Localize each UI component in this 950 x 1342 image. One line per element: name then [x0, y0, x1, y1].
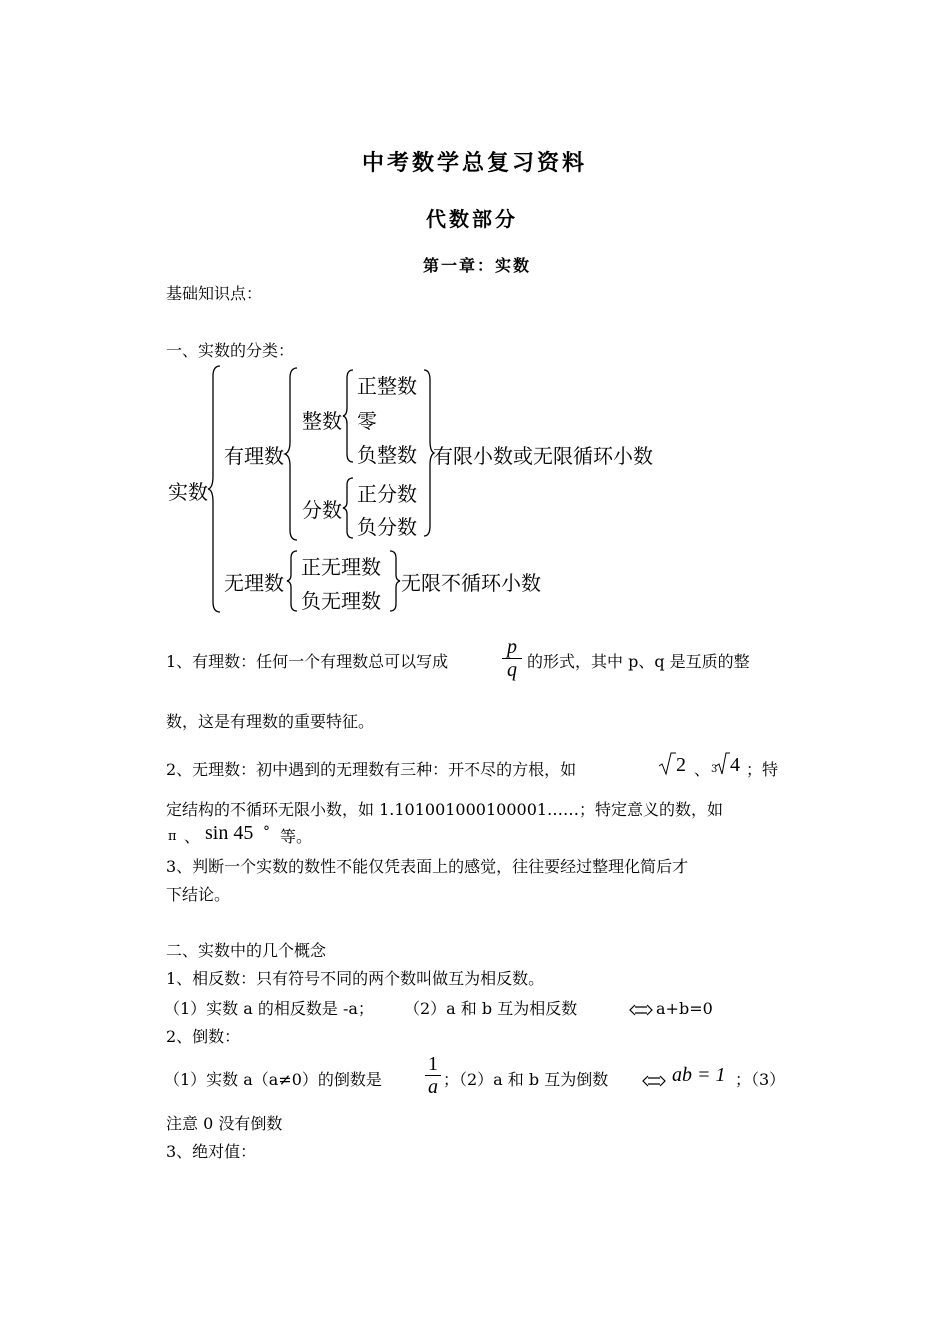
document-title: 中考数学总复习资料: [362, 150, 588, 176]
cube-root-radicand: 4: [730, 754, 740, 776]
tree-positive-irrational: 正无理数: [301, 555, 381, 579]
tree-negative-integer: 负整数: [357, 443, 417, 467]
tree-integer: 整数: [302, 409, 342, 433]
item1-line1-start: 1、有理数：任何一个有理数总可以写成: [166, 652, 449, 671]
tree-positive-fraction: 正分数: [357, 482, 417, 506]
concept1-sub-b: （2）a 和 b 互为相反数: [404, 999, 578, 1018]
item1-line1-end: 的形式，其中 p、q 是互质的整: [527, 652, 750, 671]
degree-symbol: °: [263, 824, 270, 840]
tree-negative-fraction: 负分数: [357, 515, 417, 539]
integer-brace: [343, 368, 355, 464]
section-subtitle: 代数部分: [426, 207, 518, 231]
section2-heading: 二、实数中的几个概念: [166, 941, 327, 960]
iff-arrow-icon: [642, 1074, 666, 1088]
section1-heading: 一、实数的分类：: [166, 341, 295, 360]
fraction-1-over-a: [425, 1053, 441, 1098]
tree-positive-integer: 正整数: [357, 374, 417, 398]
item3-line2: 下结论。: [166, 885, 231, 904]
concept2-sub-b: ；（2）a 和 b 互为倒数: [443, 1070, 609, 1089]
chapter-heading: 第一章：实数: [423, 256, 532, 275]
rational-brace: [285, 366, 299, 542]
fraction-p-over-q: [502, 636, 522, 681]
item2-line3-end: 等。: [280, 827, 313, 846]
fraction-denominator: q: [502, 658, 522, 681]
concept1-definition: 1、相反数：只有符号不同的两个数叫做互为相反数。: [166, 969, 545, 988]
tree-fraction: 分数: [302, 498, 342, 522]
tree-negative-irrational: 负无理数: [301, 589, 381, 613]
concept1-sub-a: （1）实数 a 的相反数是 -a；: [164, 999, 374, 1018]
sqrt-radicand: 2: [676, 754, 686, 776]
tree-irrational: 无理数: [224, 571, 284, 595]
concept3-heading: 3、绝对值：: [166, 1142, 257, 1161]
concept2-sub-c: ；（3）: [735, 1070, 786, 1089]
item1-line2: 数，这是有理数的重要特征。: [166, 712, 375, 731]
item2-line2: 定结构的不循环无限小数，如 1.101001000100001……；特定意义的数，如: [166, 800, 724, 819]
concept2-heading: 2、倒数：: [166, 1027, 241, 1046]
cube-root-index: 3: [711, 764, 718, 775]
irrational-brace: [287, 549, 299, 613]
item2-separator2: 、: [184, 827, 201, 846]
fraction-numerator: 1: [428, 1053, 438, 1075]
pi-symbol: π: [168, 829, 177, 844]
concept1-sub-c: a+b=0: [656, 999, 713, 1018]
sin-expression: sin 45: [205, 822, 254, 844]
fraction-numerator: p: [507, 636, 517, 658]
item2-separator: 、: [694, 760, 711, 779]
tree-irrational-note: 无限不循环小数: [401, 571, 541, 595]
sqrt-symbol-icon: [658, 752, 676, 778]
irrational-closing-brace: [388, 549, 400, 613]
tree-root: 实数: [168, 480, 208, 504]
item2-line1-start: 2、无理数：初中遇到的无理数有三种：开不尽的方根，如: [166, 760, 577, 779]
item2-line1-end: ；特: [746, 760, 779, 779]
iff-arrow-icon: [629, 1003, 653, 1017]
fraction-denominator: a: [425, 1075, 441, 1098]
tree-rational: 有理数: [224, 444, 284, 468]
tree-rational-note: 有限小数或无限循环小数: [433, 444, 653, 468]
concept2-sub-a: （1）实数 a（a≠0）的倒数是: [164, 1070, 382, 1089]
cube-root-symbol-icon: [716, 752, 730, 778]
fraction-brace: [343, 476, 355, 540]
intro-label: 基础知识点：: [166, 284, 263, 303]
root-brace: [208, 364, 222, 614]
concept2-line2: 注意 0 没有倒数: [166, 1114, 283, 1133]
item3-line1: 3、判断一个实数的数性不能仅凭表面上的感觉，往往要经过整理化简后才: [166, 857, 689, 876]
tree-zero: 零: [357, 409, 377, 433]
reciprocal-equation: ab = 1: [672, 1064, 726, 1086]
